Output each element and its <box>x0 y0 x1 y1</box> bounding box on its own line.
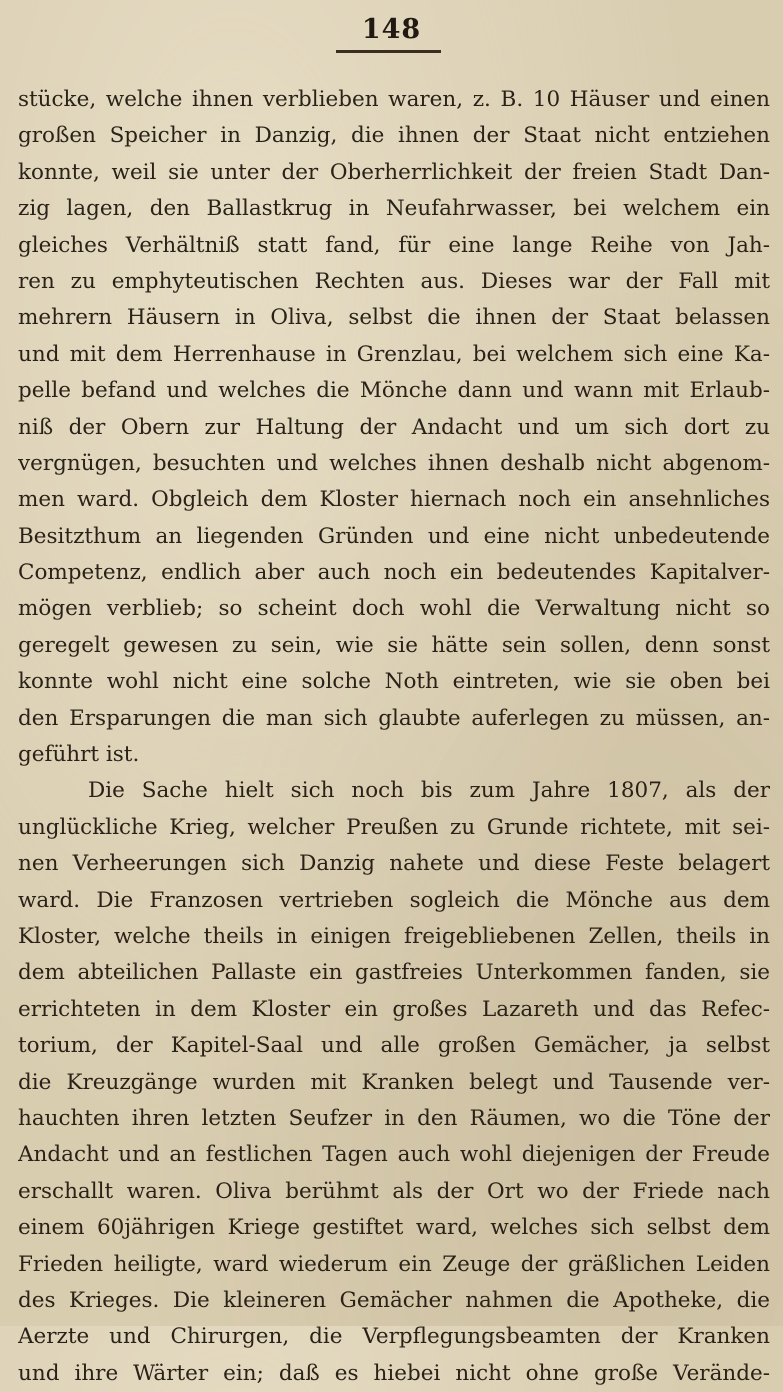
page-header <box>0 14 783 46</box>
text-line: Frieden heiligte, ward wiederum ein Zeuge der gräßlichen Leiden <box>18 1251 770 1277</box>
text-line: Competenz, endlich aber auch noch ein bedeutendes Kapitalver- <box>18 560 770 586</box>
text-line: geregelt gewesen zu sein, wie sie hätte sein sollen, denn sonst <box>18 632 770 658</box>
text-line: errichteten in dem Kloster ein großes Lazareth und das Refec- <box>18 996 770 1022</box>
text-line: zig lagen, den Ballastkrug in Neufahrwasser, bei welchem ein <box>18 196 770 222</box>
text-line: unglückliche Krieg, welcher Preußen zu Grunde richtete, mit sei- <box>18 814 770 840</box>
text-line: und mit dem Herrenhause in Grenzlau, bei welchem sich eine Ka- <box>18 341 770 367</box>
text-line: mehrern Häusern in Oliva, selbst die ihnen der Staat belassen <box>18 305 770 331</box>
text-line: die Kreuzgänge wurden mit Kranken belegt und Tausende ver- <box>18 1069 770 1095</box>
text-line: Andacht und an festlichen Tagen auch wohl diejenigen der Freude <box>18 1142 770 1168</box>
text-line: ren zu emphyteutischen Rechten aus. Dieses war der Fall mit <box>18 268 770 294</box>
text-line: Die Sache hielt sich noch bis zum Jahre 1807, als der <box>88 778 770 804</box>
text-line: Besitzthum an liegenden Gründen und eine nicht unbedeutende <box>18 523 770 549</box>
text-line: des Krieges. Die kleineren Gemächer nahmen die Apotheke, die <box>18 1287 770 1313</box>
text-line: gleiches Verhältniß statt fand, für eine lange Reihe von Jah- <box>18 232 770 258</box>
text-line: mögen verblieb; so scheint doch wohl die Verwaltung nicht so <box>18 596 770 622</box>
text-line: erschallt waren. Oliva berühmt als der Ort wo der Friede nach <box>18 1178 770 1204</box>
text-line: stücke, welche ihnen verblieben waren, z. B. 10 Häuser und einen <box>18 87 770 112</box>
text-line: men ward. Obgleich dem Kloster hiernach noch ein ansehnliches <box>18 487 770 513</box>
body-text <box>18 82 770 1392</box>
page-number: 148 <box>361 14 422 45</box>
text-line: konnte wohl nicht eine solche Noth eintreten, wie sie oben bei <box>18 669 770 695</box>
text-line: Kloster, welche theils in einigen freigebliebenen Zellen, theils in <box>18 923 770 949</box>
text-line: und ihre Wärter ein; daß es hiebei nicht ohne große Verände- <box>18 1360 770 1386</box>
text-line: den Ersparungen die man sich glaubte auferlegen zu müssen, an- <box>18 705 770 731</box>
text-line: ward. Die Franzosen vertrieben sogleich die Mönche aus dem <box>18 887 770 913</box>
text-line: dem abteilichen Pallaste ein gastfreies Unterkommen fanden, sie <box>18 960 770 986</box>
text-line: nen Verheerungen sich Danzig nahete und diese Feste belagert <box>18 851 770 877</box>
text-line: einem 60jährigen Kriege gestiftet ward, welches sich selbst dem <box>18 1215 770 1241</box>
text-line: torium, der Kapitel-Saal und alle großen Gemächer, ja selbst <box>18 1033 770 1059</box>
text-line: hauchten ihren letzten Seufzer in den Räumen, wo die Töne der <box>18 1105 770 1131</box>
text-line: niß der Obern zur Haltung der Andacht und um sich dort zu <box>18 414 770 440</box>
text-line: vergnügen, besuchten und welches ihnen deshalb nicht abgenom- <box>18 450 770 476</box>
text-line: geführt ist. <box>18 742 140 768</box>
header-rule <box>336 50 441 53</box>
text-line: pelle befand und welches die Mönche dann und wann mit Erlaub- <box>18 378 770 404</box>
text-line: großen Speicher in Danzig, die ihnen der Staat nicht entziehen <box>18 123 770 149</box>
text-line: Aerzte und Chirurgen, die Verpflegungsbeamten der Kranken <box>18 1324 770 1350</box>
text-line: konnte, weil sie unter der Oberherrlichkeit der freien Stadt Dan- <box>18 159 770 185</box>
